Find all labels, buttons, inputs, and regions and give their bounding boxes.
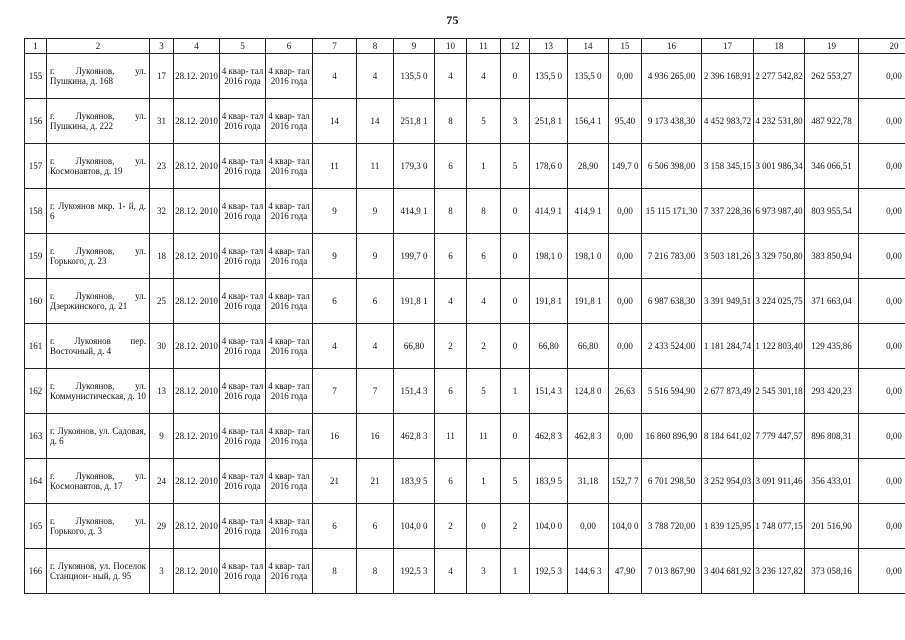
table-cell: 24 <box>150 459 174 504</box>
table-cell: 11 <box>435 414 467 459</box>
table-cell: 3 <box>150 549 174 594</box>
table-cell: 18 <box>150 234 174 279</box>
address-cell: г. Лукоянов, ул. Горького, д. 3 <box>47 504 150 549</box>
table-cell: 23 <box>150 144 174 189</box>
table-row <box>25 189 905 234</box>
table-cell: 14 <box>357 99 394 144</box>
column-header: 8 <box>357 39 394 54</box>
table-cell: 6 <box>435 234 467 279</box>
row-number-cell: 160 <box>25 279 47 324</box>
table-cell: 3 <box>467 549 501 594</box>
table-cell: 7 779 447,57 <box>754 414 805 459</box>
column-header: 18 <box>754 39 805 54</box>
table-cell: 6 506 398,00 <box>642 144 702 189</box>
table-cell: 30 <box>150 324 174 369</box>
table-cell: 3 236 127,82 <box>754 549 805 594</box>
table-cell: 104,0 0 <box>394 504 435 549</box>
data-table <box>24 38 905 594</box>
table-cell: 462,8 3 <box>568 414 609 459</box>
table-cell: 8 <box>435 99 467 144</box>
table-cell: 2 <box>435 504 467 549</box>
table-cell: 28.12. 2010 <box>174 414 220 459</box>
table-cell: 8 <box>357 549 394 594</box>
table-cell: 6 <box>357 279 394 324</box>
table-cell: 0,00 <box>859 549 905 594</box>
row-number-cell: 155 <box>25 54 47 99</box>
table-cell: 0,00 <box>859 324 905 369</box>
table-cell: 8 <box>313 549 357 594</box>
table-cell: 135,5 0 <box>394 54 435 99</box>
table-cell: 2 <box>501 504 530 549</box>
table-cell: 6 <box>467 234 501 279</box>
table-cell: 251,8 1 <box>530 99 568 144</box>
table-cell: 6 <box>435 144 467 189</box>
table-body <box>25 39 905 594</box>
row-number-cell: 164 <box>25 459 47 504</box>
table-cell: 8 184 641,02 <box>702 414 754 459</box>
table-cell: 4 <box>357 324 394 369</box>
table-cell: 3 329 750,80 <box>754 234 805 279</box>
table-cell: 6 <box>313 504 357 549</box>
table-cell: 3 252 954,03 <box>702 459 754 504</box>
table-cell: 9 <box>313 189 357 234</box>
table-cell: 16 <box>313 414 357 459</box>
table-cell: 28.12. 2010 <box>174 369 220 414</box>
table-cell: 3 224 025,75 <box>754 279 805 324</box>
table-cell: 4 квар- тал 2016 года <box>266 459 313 504</box>
table-cell: 199,7 0 <box>394 234 435 279</box>
table-cell: 151,4 3 <box>394 369 435 414</box>
table-cell: 124,8 0 <box>568 369 609 414</box>
table-cell: 1 <box>467 144 501 189</box>
table-cell: 6 <box>435 459 467 504</box>
table-cell: 129 435,86 <box>805 324 859 369</box>
address-cell: г. Лукоянов, ул. Пушкина, д. 222 <box>47 99 150 144</box>
table-row <box>25 99 905 144</box>
row-number-cell: 163 <box>25 414 47 459</box>
table-cell: 21 <box>357 459 394 504</box>
table-cell: 0 <box>501 279 530 324</box>
table-cell: 66,80 <box>530 324 568 369</box>
table-cell: 373 058,16 <box>805 549 859 594</box>
table-cell: 2 545 301,18 <box>754 369 805 414</box>
table-cell: 7 <box>313 369 357 414</box>
column-header: 5 <box>220 39 266 54</box>
table-cell: 0,00 <box>609 414 642 459</box>
table-cell: 28.12. 2010 <box>174 144 220 189</box>
table-cell: 3 788 720,00 <box>642 504 702 549</box>
table-cell: 15 115 171,30 <box>642 189 702 234</box>
table-cell: 462,8 3 <box>394 414 435 459</box>
table-cell: 5 <box>501 459 530 504</box>
table-cell: 191,8 1 <box>394 279 435 324</box>
table-cell: 2 396 168,91 <box>702 54 754 99</box>
table-cell: 3 391 949,51 <box>702 279 754 324</box>
table-cell: 28.12. 2010 <box>174 54 220 99</box>
table-cell: 4 квар- тал 2016 года <box>266 234 313 279</box>
table-cell: 28.12. 2010 <box>174 279 220 324</box>
table-cell: 66,80 <box>568 324 609 369</box>
table-cell: 28.12. 2010 <box>174 189 220 234</box>
table-cell: 0,00 <box>859 54 905 99</box>
row-number-cell: 156 <box>25 99 47 144</box>
table-cell: 4 квар- тал 2016 года <box>220 459 266 504</box>
table-cell: 4 квар- тал 2016 года <box>220 144 266 189</box>
table-cell: 4 квар- тал 2016 года <box>266 99 313 144</box>
table-cell: 1 <box>501 369 530 414</box>
row-number-cell: 165 <box>25 504 47 549</box>
table-cell: 4 <box>435 549 467 594</box>
table-cell: 3 503 181,26 <box>702 234 754 279</box>
table-cell: 0,00 <box>609 279 642 324</box>
page-number: 75 <box>446 13 459 27</box>
table-cell: 4 квар- тал 2016 года <box>266 54 313 99</box>
table-cell: 0,00 <box>859 369 905 414</box>
table-cell: 11 <box>467 414 501 459</box>
table-cell: 183,9 5 <box>530 459 568 504</box>
table-cell: 4 <box>467 279 501 324</box>
table-cell: 191,8 1 <box>530 279 568 324</box>
table-cell: 198,1 0 <box>568 234 609 279</box>
table-cell: 192,5 3 <box>530 549 568 594</box>
table-cell: 66,80 <box>394 324 435 369</box>
table-cell: 2 <box>435 324 467 369</box>
table-cell: 28.12. 2010 <box>174 459 220 504</box>
table-cell: 26,63 <box>609 369 642 414</box>
table-cell: 201 516,90 <box>805 504 859 549</box>
table-cell: 6 <box>435 369 467 414</box>
table-cell: 293 420,23 <box>805 369 859 414</box>
table-cell: 9 <box>150 414 174 459</box>
table-cell: 3 001 986,34 <box>754 144 805 189</box>
table-cell: 13 <box>150 369 174 414</box>
table-cell: 0,00 <box>859 279 905 324</box>
table-cell: 0,00 <box>859 504 905 549</box>
column-header: 10 <box>435 39 467 54</box>
table-cell: 192,5 3 <box>394 549 435 594</box>
table-cell: 9 <box>313 234 357 279</box>
table-row <box>25 459 905 504</box>
table-cell: 4 <box>467 54 501 99</box>
table-cell: 31 <box>150 99 174 144</box>
address-cell: г. Лукоянов мкр. 1- й, д. 6 <box>47 189 150 234</box>
address-cell: г. Лукоянов, ул. Поселок Станцион- ный, д. 95 <box>47 549 150 594</box>
table-cell: 0,00 <box>609 234 642 279</box>
table-cell: 0 <box>467 504 501 549</box>
table-cell: 1 181 284,74 <box>702 324 754 369</box>
table-cell: 4 <box>357 54 394 99</box>
table-row <box>25 369 905 414</box>
table-cell: 178,6 0 <box>530 144 568 189</box>
table-cell: 0,00 <box>609 189 642 234</box>
row-number-cell: 158 <box>25 189 47 234</box>
table-cell: 2 <box>467 324 501 369</box>
table-cell: 28.12. 2010 <box>174 504 220 549</box>
table-cell: 3 404 681,92 <box>702 549 754 594</box>
table-cell: 4 квар- тал 2016 года <box>266 189 313 234</box>
column-header: 11 <box>467 39 501 54</box>
table-cell: 4 квар- тал 2016 года <box>220 99 266 144</box>
table-cell: 4 452 983,72 <box>702 99 754 144</box>
table-cell: 383 850,94 <box>805 234 859 279</box>
table-cell: 156,4 1 <box>568 99 609 144</box>
table-cell: 1 122 803,40 <box>754 324 805 369</box>
row-number-cell: 162 <box>25 369 47 414</box>
table-cell: 151,4 3 <box>530 369 568 414</box>
table-cell: 4 квар- тал 2016 года <box>220 549 266 594</box>
table-cell: 2 277 542,82 <box>754 54 805 99</box>
table-cell: 4 квар- тал 2016 года <box>220 324 266 369</box>
table-row <box>25 54 905 99</box>
address-cell: г. Лукоянов, ул. Горького, д. 23 <box>47 234 150 279</box>
table-cell: 135,5 0 <box>530 54 568 99</box>
table-cell: 0,00 <box>859 144 905 189</box>
table-cell: 28.12. 2010 <box>174 99 220 144</box>
table-cell: 487 922,78 <box>805 99 859 144</box>
table-row <box>25 549 905 594</box>
table-cell: 4 936 265,00 <box>642 54 702 99</box>
address-cell: г. Лукоянов, ул. Космонавтов, д. 19 <box>47 144 150 189</box>
table-cell: 5 516 594,90 <box>642 369 702 414</box>
table-cell: 6 <box>357 504 394 549</box>
table-cell: 4 квар- тал 2016 года <box>266 324 313 369</box>
table-cell: 414,9 1 <box>394 189 435 234</box>
table-cell: 251,8 1 <box>394 99 435 144</box>
column-header: 14 <box>568 39 609 54</box>
table-row <box>25 144 905 189</box>
column-header: 16 <box>642 39 702 54</box>
table-cell: 4 <box>313 324 357 369</box>
table-cell: 28,90 <box>568 144 609 189</box>
table-cell: 6 973 987,40 <box>754 189 805 234</box>
table-cell: 0 <box>501 189 530 234</box>
table-cell: 262 553,27 <box>805 54 859 99</box>
column-header: 17 <box>702 39 754 54</box>
table-cell: 4 квар- тал 2016 года <box>266 144 313 189</box>
table-cell: 4 квар- тал 2016 года <box>220 369 266 414</box>
table-row <box>25 234 905 279</box>
table-cell: 4 квар- тал 2016 года <box>220 504 266 549</box>
table-cell: 3 091 911,46 <box>754 459 805 504</box>
table-cell: 414,9 1 <box>530 189 568 234</box>
table-cell: 31,18 <box>568 459 609 504</box>
table-cell: 4 квар- тал 2016 года <box>220 279 266 324</box>
table-cell: 104,0 0 <box>530 504 568 549</box>
table-cell: 149,7 0 <box>609 144 642 189</box>
table-cell: 0 <box>501 234 530 279</box>
table-cell: 198,1 0 <box>530 234 568 279</box>
table-cell: 1 <box>467 459 501 504</box>
table-cell: 16 <box>357 414 394 459</box>
row-number-cell: 159 <box>25 234 47 279</box>
table-cell: 0,00 <box>609 54 642 99</box>
table-cell: 104,0 0 <box>609 504 642 549</box>
table-cell: 4 232 531,80 <box>754 99 805 144</box>
table-cell: 3 <box>501 99 530 144</box>
address-cell: г. Лукоянов, ул. Коммунистическая, д. 10 <box>47 369 150 414</box>
table-cell: 0,00 <box>859 459 905 504</box>
column-header: 1 <box>25 39 47 54</box>
row-number-cell: 166 <box>25 549 47 594</box>
table-cell: 4 <box>313 54 357 99</box>
column-header: 20 <box>859 39 905 54</box>
column-header: 2 <box>47 39 150 54</box>
table-cell: 9 <box>357 189 394 234</box>
row-number-cell: 161 <box>25 324 47 369</box>
address-cell: г. Лукоянов, ул. Космонавтов, д. 17 <box>47 459 150 504</box>
table-cell: 0,00 <box>609 324 642 369</box>
column-header: 12 <box>501 39 530 54</box>
table-cell: 95,40 <box>609 99 642 144</box>
column-header: 13 <box>530 39 568 54</box>
column-header: 7 <box>313 39 357 54</box>
table-cell: 9 173 438,30 <box>642 99 702 144</box>
table-row <box>25 279 905 324</box>
column-header: 15 <box>609 39 642 54</box>
table-row <box>25 504 905 549</box>
table-cell: 6 987 638,30 <box>642 279 702 324</box>
table-cell: 7 216 783,00 <box>642 234 702 279</box>
table-cell: 25 <box>150 279 174 324</box>
table-cell: 11 <box>357 144 394 189</box>
table-cell: 6 701 298,50 <box>642 459 702 504</box>
table-cell: 0,00 <box>859 189 905 234</box>
address-cell: г. Лукоянов, ул. Дзержинского, д. 21 <box>47 279 150 324</box>
table-cell: 0 <box>501 414 530 459</box>
table-row <box>25 324 905 369</box>
table-cell: 0,00 <box>859 414 905 459</box>
table-cell: 6 <box>313 279 357 324</box>
table-cell: 4 квар- тал 2016 года <box>220 414 266 459</box>
table-cell: 28.12. 2010 <box>174 234 220 279</box>
table-cell: 47,90 <box>609 549 642 594</box>
table-row <box>25 414 905 459</box>
table-cell: 5 <box>467 369 501 414</box>
table-cell: 2 677 873,49 <box>702 369 754 414</box>
table-cell: 7 <box>357 369 394 414</box>
table-cell: 1 748 077,15 <box>754 504 805 549</box>
table-cell: 0,00 <box>859 234 905 279</box>
table-cell: 4 квар- тал 2016 года <box>220 189 266 234</box>
table-cell: 2 433 524,00 <box>642 324 702 369</box>
table-cell: 191,8 1 <box>568 279 609 324</box>
table-cell: 4 квар- тал 2016 года <box>266 369 313 414</box>
table-cell: 371 663,04 <box>805 279 859 324</box>
table-cell: 4 квар- тал 2016 года <box>266 504 313 549</box>
table-cell: 179,3 0 <box>394 144 435 189</box>
table-cell: 4 квар- тал 2016 года <box>220 54 266 99</box>
table-cell: 9 <box>357 234 394 279</box>
table-cell: 4 квар- тал 2016 года <box>266 414 313 459</box>
table-cell: 32 <box>150 189 174 234</box>
table-cell: 4 квар- тал 2016 года <box>266 549 313 594</box>
table-cell: 8 <box>467 189 501 234</box>
table-cell: 11 <box>313 144 357 189</box>
table-cell: 5 <box>501 144 530 189</box>
table-cell: 5 <box>467 99 501 144</box>
table-cell: 152,7 7 <box>609 459 642 504</box>
table-cell: 462,8 3 <box>530 414 568 459</box>
table-cell: 28.12. 2010 <box>174 324 220 369</box>
column-header: 4 <box>174 39 220 54</box>
table-cell: 28.12. 2010 <box>174 549 220 594</box>
table-cell: 21 <box>313 459 357 504</box>
table-cell: 4 квар- тал 2016 года <box>266 279 313 324</box>
table-cell: 0,00 <box>568 504 609 549</box>
column-header: 9 <box>394 39 435 54</box>
table-cell: 135,5 0 <box>568 54 609 99</box>
table-cell: 3 158 345,15 <box>702 144 754 189</box>
table-cell: 7 337 228,36 <box>702 189 754 234</box>
column-header-row <box>25 39 905 54</box>
table-cell: 29 <box>150 504 174 549</box>
table-cell: 4 <box>435 54 467 99</box>
table-cell: 4 квар- тал 2016 года <box>220 234 266 279</box>
table-cell: 7 013 867,90 <box>642 549 702 594</box>
table-cell: 803 955,54 <box>805 189 859 234</box>
table-cell: 896 808,31 <box>805 414 859 459</box>
row-number-cell: 157 <box>25 144 47 189</box>
table-cell: 17 <box>150 54 174 99</box>
table-cell: 414,9 1 <box>568 189 609 234</box>
table-cell: 0 <box>501 324 530 369</box>
address-cell: г. Лукоянов пер. Восточный, д. 4 <box>47 324 150 369</box>
table-cell: 8 <box>435 189 467 234</box>
address-cell: г. Лукоянов, ул. Пушкина, д. 168 <box>47 54 150 99</box>
column-header: 3 <box>150 39 174 54</box>
table-cell: 4 <box>435 279 467 324</box>
table-cell: 14 <box>313 99 357 144</box>
column-header: 19 <box>805 39 859 54</box>
column-header: 6 <box>266 39 313 54</box>
table-cell: 144,6 3 <box>568 549 609 594</box>
table-cell: 1 839 125,95 <box>702 504 754 549</box>
table-cell: 346 066,51 <box>805 144 859 189</box>
table-cell: 1 <box>501 549 530 594</box>
address-cell: г. Лукоянов, ул. Садовая, д. 6 <box>47 414 150 459</box>
table-cell: 0 <box>501 54 530 99</box>
table-cell: 16 860 896,90 <box>642 414 702 459</box>
table-cell: 0,00 <box>859 99 905 144</box>
table-cell: 183,9 5 <box>394 459 435 504</box>
table-cell: 356 433,01 <box>805 459 859 504</box>
